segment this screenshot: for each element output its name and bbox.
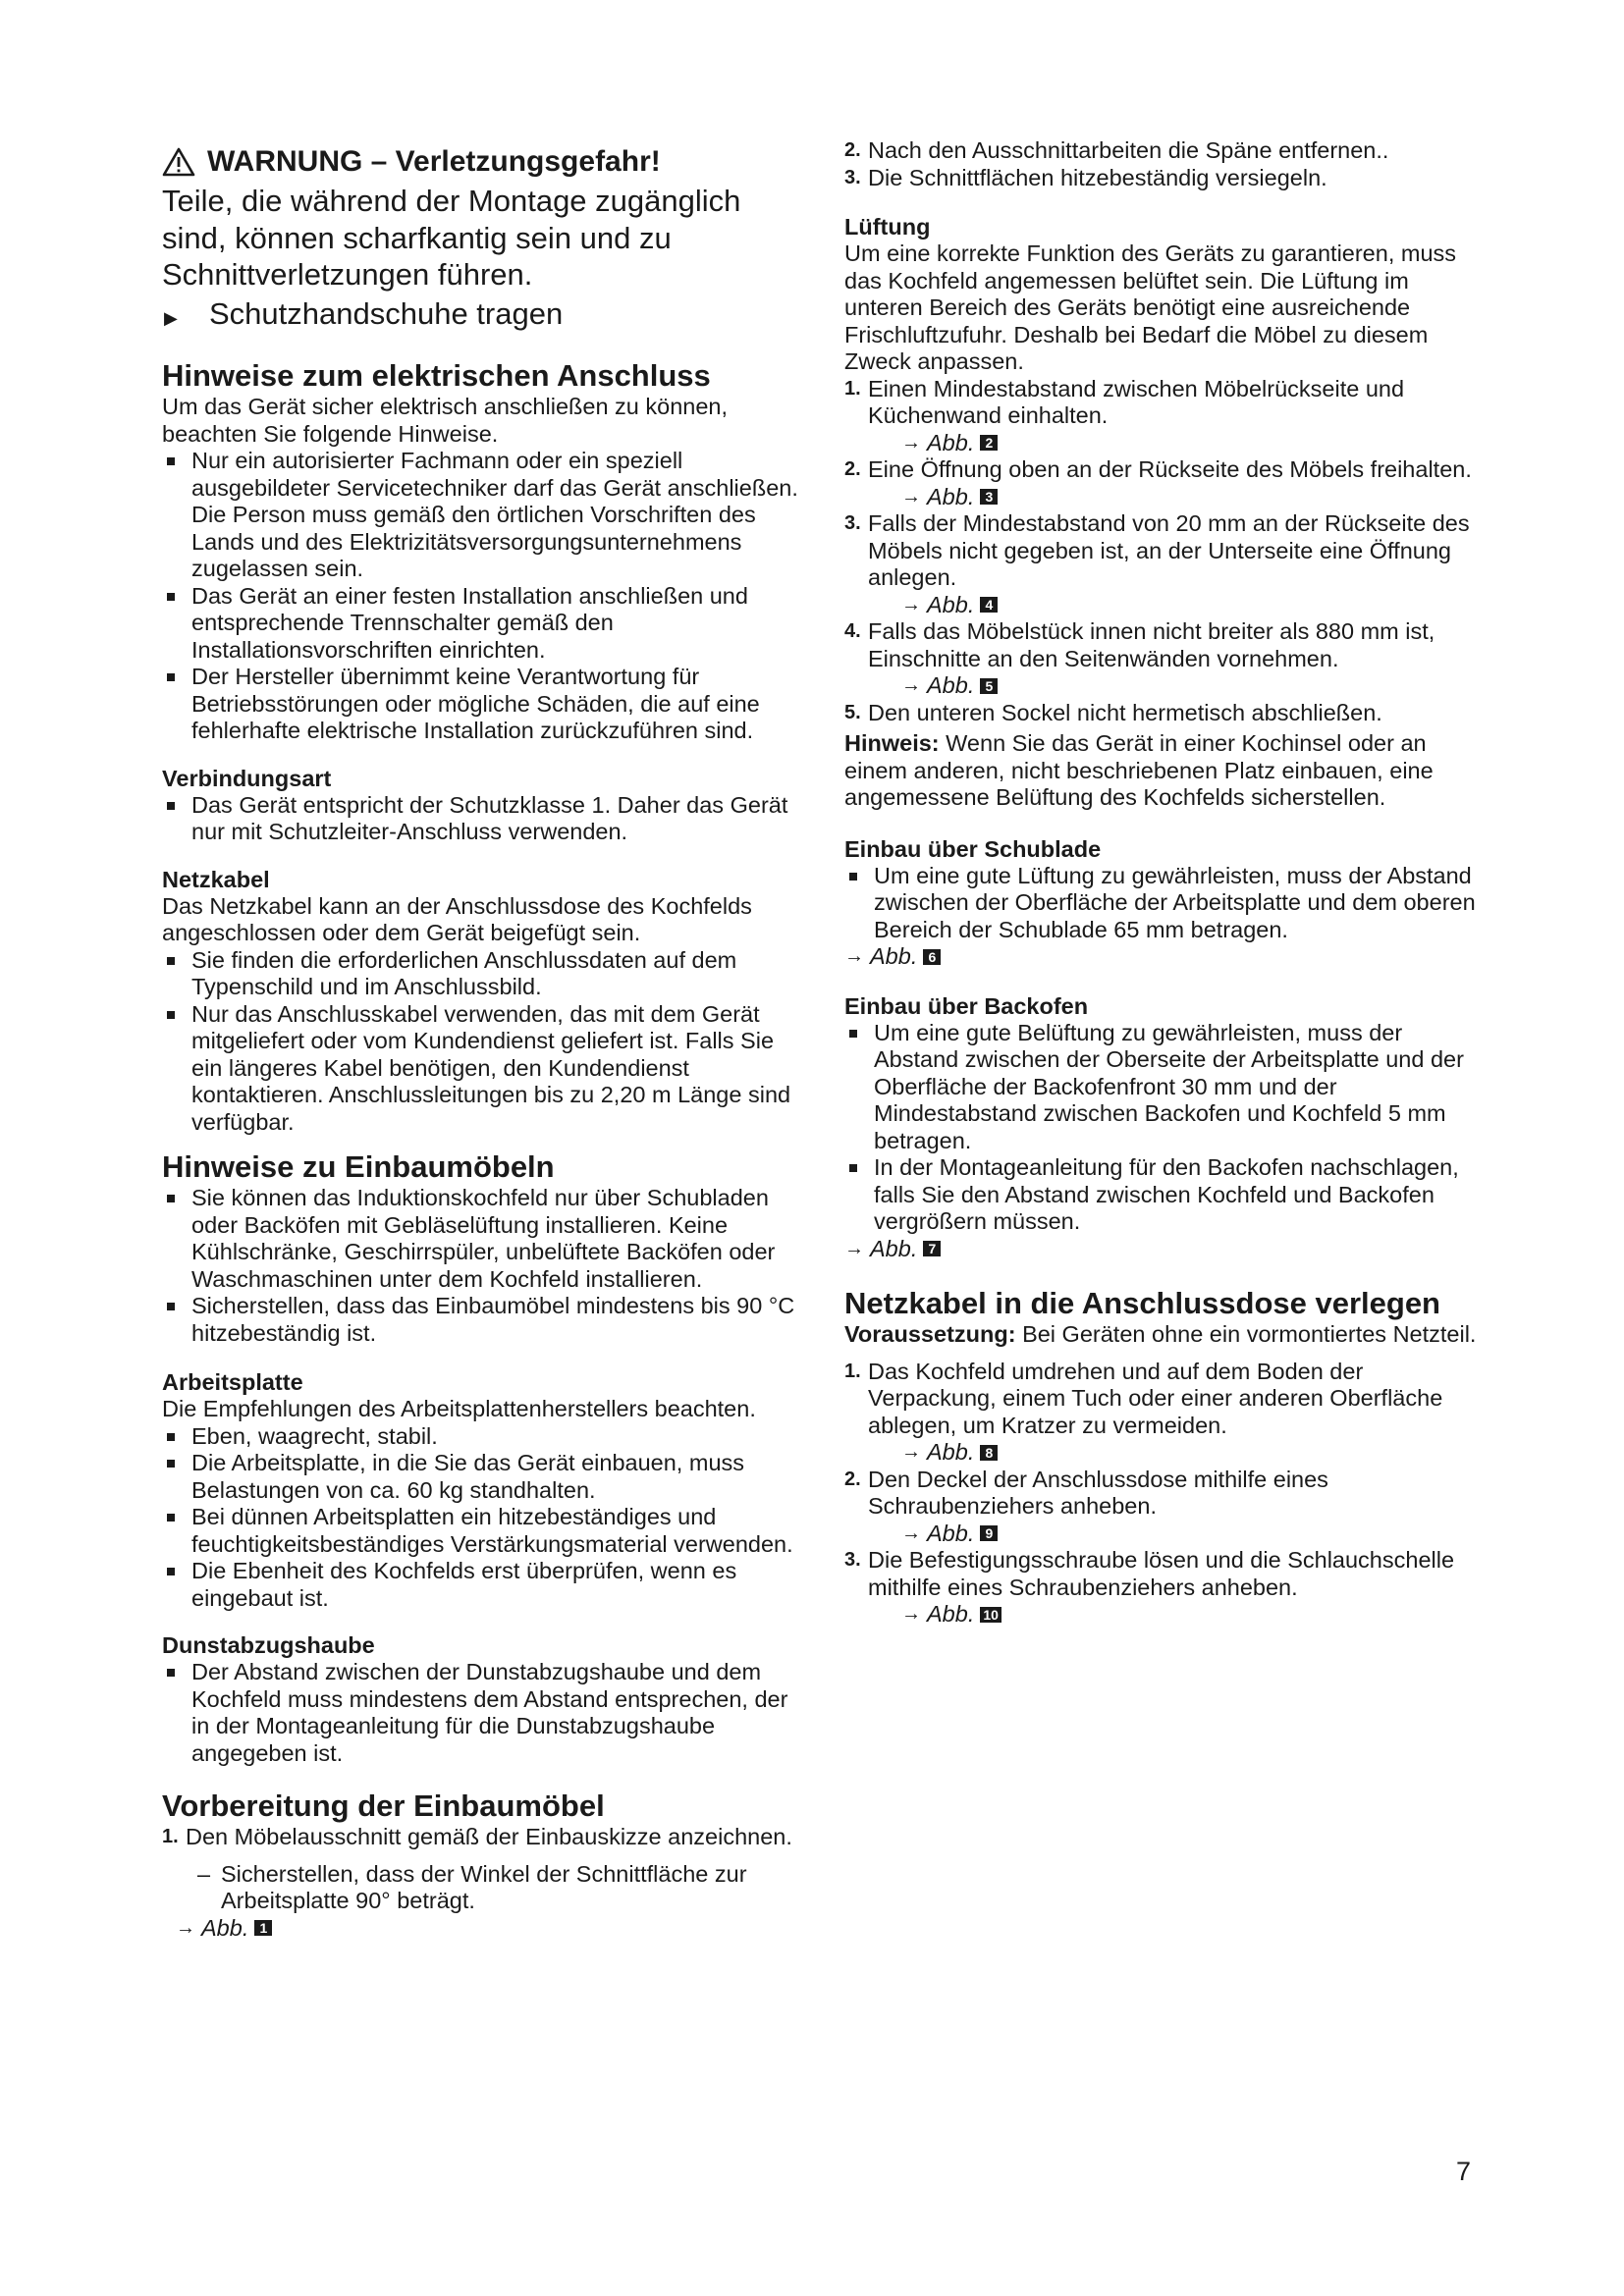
warning-title: WARNUNG – Verletzungsgefahr! <box>162 145 800 179</box>
figure-number-badge: 9 <box>980 1525 998 1541</box>
backofen-list <box>844 1020 1483 1236</box>
list-item: 2. Nach den Ausschnittarbeiten die Späne entfernen.. <box>844 137 1389 163</box>
list-item: 3. Die Befestigungsschraube lösen und die Schlauchschelle mithilfe eines Schraubenziehers anheben. → Abb. 10 <box>844 1547 1483 1629</box>
list-item: 5. Den unteren Sockel nicht hermetisch abschließen. <box>844 699 1382 725</box>
warning-step: ▶ Schutzhandschuhe tragen <box>162 295 800 338</box>
list-item: 3. Die Schnittflächen hitzebeständig versiegeln. <box>844 164 1327 190</box>
arrow-right-icon: → <box>176 1916 195 1939</box>
list-item: Das Gerät an einer festen Installation anschließen und entsprechende Trennschalter gemäß den Installationsvorschriften einrichten. <box>162 583 800 665</box>
lueftung-intro: Um eine korrekte Funktion des Geräts zu garantieren, muss das Kochfeld angemessen belüftet sein. Die Lüftung im unteren Bereich des Geräts benötigt eine ausreichende Frischluftzufuhr. Deshalb bei Bedarf die Möbel zu diesem Zweck anpassen. <box>844 240 1457 374</box>
list-item: Bei dünnen Arbeitsplatten ein hitzebeständiges und feuchtigkeitsbeständiges Verstärkungsmaterial verwenden. <box>162 1504 800 1558</box>
prerequisite-label: Voraussetzung: <box>844 1321 1016 1347</box>
figure-reference: → Abb. 2 <box>868 430 1483 457</box>
list-item: Um eine gute Lüftung zu gewährleisten, muss der Abstand zwischen der Oberfläche der Arbeitsplatte und dem oberen Bereich der Schublade 65 mm betragen. <box>844 863 1483 944</box>
figure-number-badge: 8 <box>980 1445 998 1461</box>
bullet-icon <box>167 1669 175 1677</box>
figure-reference: → Abb. 1 <box>162 1915 800 1943</box>
arrow-right-icon: → <box>901 593 921 615</box>
arbeitsplatte-intro: Die Empfehlungen des Arbeitsplattenherstellers beachten. <box>162 1396 756 1421</box>
list-item: Um eine gute Belüftung zu gewährleisten, muss der Abstand zwischen der Oberseite der Arbeitsplatte und der Oberfläche der Backofenfront 30 mm und der Mindestabstand zwischen Backofen und Kochfeld 5 mm betragen. <box>844 1020 1483 1155</box>
list-item: Der Hersteller übernimmt keine Verantwortung für Betriebsstörungen oder mögliche Schäden, die auf eine fehlerhafte elektrische Installation zurückzuführen sind. <box>162 664 800 745</box>
verbindung-list <box>162 792 800 846</box>
prerequisite: Voraussetzung: Bei Geräten ohne ein vormontiertes Netzteil. <box>844 1321 1477 1347</box>
list-item: Der Abstand zwischen der Dunstabzugshaube und dem Kochfeld muss mindestens dem Abstand entsprechen, der in der Montageanleitung für die Dunstabzugshaube angegeben ist. <box>162 1659 800 1767</box>
netzkabel-intro: Das Netzkabel kann an der Anschlussdose des Kochfelds angeschlossen oder dem Gerät beigefügt sein. <box>162 892 752 945</box>
bullet-icon <box>849 873 857 881</box>
list-item: Nur ein autorisierter Fachmann oder ein speziell ausgebildeter Servicetechniker darf das Gerät anschließen. Die Person muss gemäß den örtlichen Vorschriften des Lands und des Elektrizitätsversorgungsunternehmens zugelassen sein. <box>162 448 800 583</box>
figure-reference: → Abb. 3 <box>868 484 1483 511</box>
bullet-icon <box>167 1568 175 1575</box>
figure-number-badge: 6 <box>923 949 941 965</box>
triangle-right-icon: ▶ <box>164 307 178 328</box>
bullet-icon <box>167 957 175 965</box>
bullet-icon <box>167 673 175 681</box>
list-item: 2. Eine Öffnung oben an der Rückseite des Möbels freihalten. → Abb. 3 <box>844 456 1483 510</box>
bullet-icon <box>849 1164 857 1172</box>
figure-number-badge: 2 <box>980 435 998 451</box>
heading-vorbereitung: Vorbereitung der Einbaumöbel <box>162 1789 605 1823</box>
bullet-icon <box>167 1514 175 1522</box>
list-item: Das Gerät entspricht der Schutzklasse 1. Daher das Gerät nur mit Schutzleiter-Anschluss verwenden. <box>162 792 800 846</box>
note: Hinweis: Wenn Sie das Gerät in einer Kochinsel oder an einem anderen, nicht beschriebenen Platz einbauen, eine angemessene Belüftung des Kochfelds sicherstellen. <box>844 730 1434 810</box>
bullet-icon <box>167 1460 175 1468</box>
arrow-right-icon: → <box>844 1237 864 1259</box>
arrow-right-icon: → <box>901 485 921 507</box>
elec-list <box>162 448 800 745</box>
dash-item: – Sicherstellen, dass der Winkel der Schnittfläche zur Arbeitsplatte 90° beträgt. <box>197 1860 747 1913</box>
list-item: 1. Das Kochfeld umdrehen und auf dem Boden der Verpackung, einem Tuch oder einer anderen Oberfläche ablegen, um Kratzer zu vermeiden. → Abb. 8 <box>844 1359 1483 1467</box>
list-item: Eben, waagrecht, stabil. <box>162 1423 800 1451</box>
list-item: 4. Falls das Möbelstück innen nicht breiter als 880 mm ist, Einschnitte an den Seitenwänden vornehmen. → Abb. 5 <box>844 618 1483 700</box>
dash-icon: – <box>197 1860 211 1887</box>
elec-intro: Um das Gerät sicher elektrisch anschließen zu können, beachten Sie folgende Hinweise. <box>162 394 729 447</box>
bullet-icon <box>167 1303 175 1310</box>
arrow-right-icon: → <box>901 674 921 696</box>
heading-elec: Hinweise zum elektrischen Anschluss <box>162 358 711 393</box>
figure-reference: → Abb. 6 <box>844 943 1483 971</box>
arrow-right-icon: → <box>901 431 921 454</box>
figure-reference: → Abb. 8 <box>868 1439 1483 1467</box>
figure-number-badge: 1 <box>254 1920 272 1936</box>
heading-schublade: Einbau über Schublade <box>844 835 1102 862</box>
list-item: 3. Falls der Mindestabstand von 20 mm an der Rückseite des Möbels nicht gegeben ist, an der Unterseite eine Öffnung anlegen. → Abb. 4 <box>844 510 1483 618</box>
figure-number-badge: 5 <box>980 678 998 694</box>
netzkabel-steps <box>844 1359 1483 1629</box>
list-item: Sie können das Induktionskochfeld nur über Schubladen oder Backöfen mit Gebläselüftung installieren. Keine Kühlschränke, Geschirrspüler, unbelüftete Backöfen oder Waschmaschinen unter dem Kochfeld installieren. <box>162 1185 800 1293</box>
lueftung-list <box>844 376 1483 727</box>
einbau-list <box>162 1185 800 1347</box>
list-item: Sie finden die erforderlichen Anschlussdaten auf dem Typenschild und im Anschlussbild. <box>162 947 800 1001</box>
bullet-icon <box>167 1433 175 1441</box>
figure-number-badge: 3 <box>980 489 998 505</box>
list-item: Nur das Anschlusskabel verwenden, das mit dem Gerät mitgeliefert oder vom Kundendienst geliefert ist. Falls Sie ein längeres Kabel benötigen, den Kundendienst kontaktieren. Anschlussleitungen bis zu 2,20 m Länge sind verfügbar. <box>162 1001 800 1137</box>
figure-reference: → Abb. 4 <box>868 592 1483 619</box>
heading-einbau: Hinweise zu Einbaumöbeln <box>162 1149 555 1184</box>
figure-number-badge: 4 <box>980 597 998 613</box>
figure-number-badge: 7 <box>923 1241 941 1256</box>
list-item: Sicherstellen, dass das Einbaumöbel mindestens bis 90 °C hitzebeständig ist. <box>162 1293 800 1347</box>
schublade-list <box>844 863 1483 944</box>
list-item: Die Arbeitsplatte, in die Sie das Gerät einbauen, muss Belastungen von ca. 60 kg standhalten. <box>162 1450 800 1504</box>
vorbereitung-list <box>162 1824 800 1851</box>
arbeitsplatte-list <box>162 1423 800 1613</box>
heading-netzkabel: Netzkabel <box>162 866 270 892</box>
left-column <box>162 145 800 1942</box>
list-item: 1. Einen Mindestabstand zwischen Möbelrückseite und Küchenwand einhalten. → Abb. 2 <box>844 376 1483 457</box>
figure-reference: → Abb. 7 <box>844 1236 1483 1263</box>
right-column <box>844 137 1483 1629</box>
heading-verbindung: Verbindungsart <box>162 765 332 791</box>
figure-reference: → Abb. 5 <box>868 672 1483 700</box>
arrow-right-icon: → <box>901 1603 921 1625</box>
note-label: Hinweis: <box>844 730 940 756</box>
heading-dunst: Dunstabzugshaube <box>162 1632 375 1658</box>
list-item: 1. Den Möbelausschnitt gemäß der Einbauskizze anzeichnen. <box>162 1824 792 1849</box>
prep-continued-list <box>844 137 1483 191</box>
bullet-icon <box>167 457 175 465</box>
list-item: 2. Den Deckel der Anschlussdose mithilfe eines Schraubenziehers anheben. → Abb. 9 <box>844 1467 1483 1548</box>
heading-netzkabel-verlegen: Netzkabel in die Anschlussdose verlegen <box>844 1286 1440 1320</box>
bullet-icon <box>849 1030 857 1038</box>
figure-number-badge: 10 <box>980 1607 1001 1623</box>
figure-reference: → Abb. 10 <box>868 1601 1483 1629</box>
warning-icon <box>162 147 195 177</box>
bullet-icon <box>167 1011 175 1019</box>
heading-backofen: Einbau über Backofen <box>844 992 1089 1019</box>
netzkabel-list <box>162 947 800 1137</box>
warning-text: Teile, die während der Montage zugänglich sind, können scharfkantig sein und zu Schnittverletzungen führen. <box>162 184 741 292</box>
page-number: 7 <box>1456 2157 1472 2186</box>
arrow-right-icon: → <box>901 1522 921 1544</box>
arrow-right-icon: → <box>844 945 864 967</box>
list-item: In der Montageanleitung für den Backofen nachschlagen, falls Sie den Abstand zwischen Kochfeld und Backofen vergrößern müssen. <box>844 1154 1483 1236</box>
bullet-icon <box>167 1195 175 1202</box>
bullet-icon <box>167 593 175 601</box>
bullet-icon <box>167 802 175 810</box>
dunst-list <box>162 1659 800 1767</box>
figure-reference: → Abb. 9 <box>868 1521 1483 1548</box>
heading-lueftung: Lüftung <box>844 214 931 240</box>
list-item: Die Ebenheit des Kochfelds erst überprüfen, wenn es eingebaut ist. <box>162 1558 800 1612</box>
heading-arbeitsplatte: Arbeitsplatte <box>162 1369 303 1395</box>
arrow-right-icon: → <box>901 1441 921 1463</box>
